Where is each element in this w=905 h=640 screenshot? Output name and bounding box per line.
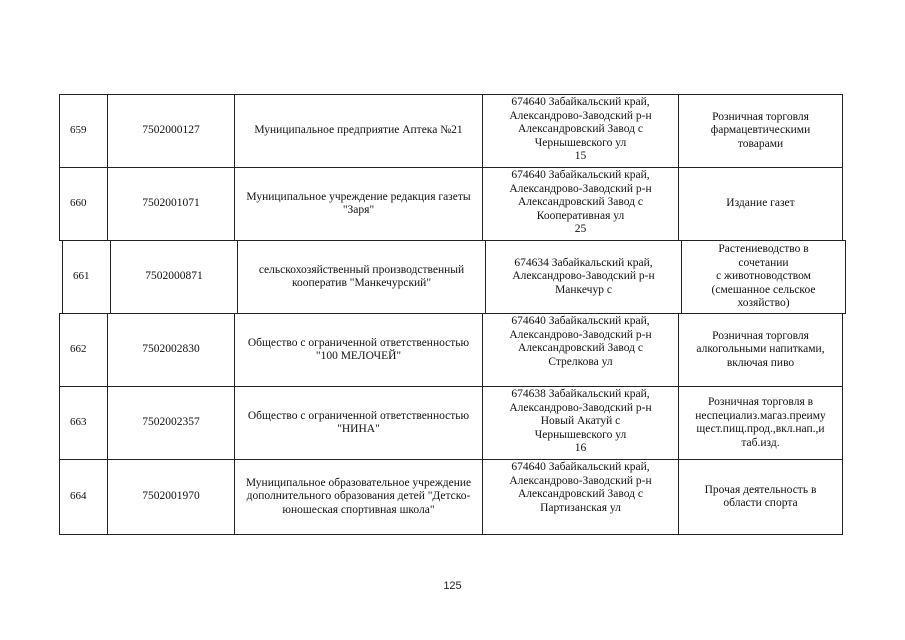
organization-name: Муниципальное учреждение редакция газеты "Заря" — [235, 168, 483, 240]
address-line: 674640 Забайкальский край, — [511, 461, 650, 473]
inn-cell: 7502002357 — [108, 387, 235, 459]
address-line: Александрово-Заводский р-н — [509, 474, 652, 487]
address-line: 674634 Забайкальский край, — [514, 256, 653, 269]
activity-line: Розничная торговля в — [707, 396, 814, 408]
organization-name: Муниципальное образовательное учреждение дополнительного образования детей "Детско-юношеская спортивная школа" — [235, 460, 483, 534]
inn-cell: 7502000871 — [111, 241, 238, 313]
activity-line: таб.изд. — [741, 436, 780, 449]
activity-line: с животноводством — [716, 270, 811, 283]
activity-line: сочетании — [738, 256, 789, 269]
table-row — [59, 459, 843, 535]
row-number: 662 — [60, 314, 108, 386]
activity-line: Прочая деятельность в — [704, 483, 817, 496]
row-number: 660 — [60, 168, 108, 240]
address-line: Манкечур с — [555, 283, 612, 296]
activity-cell — [679, 460, 842, 534]
activity-line: области спорта — [723, 497, 798, 509]
address-line: Александровский Завод с — [517, 196, 643, 208]
row-number: 659 — [60, 95, 108, 167]
address-line: Александровский Завод с — [517, 488, 643, 500]
address-line: Александрово-Заводский р-н — [509, 109, 652, 122]
address-cell — [486, 241, 682, 313]
address-cell — [483, 168, 679, 240]
activity-cell — [679, 387, 842, 459]
activity-line: включая пиво — [726, 356, 795, 369]
address-line: Чернышевского ул — [534, 136, 627, 149]
inn-cell: 7502001970 — [108, 460, 235, 534]
organization-name: сельскохозяйственный производственный кооператив "Манкечурский" — [238, 241, 486, 313]
address-line: 16 — [574, 442, 587, 454]
row-number: 661 — [63, 241, 111, 313]
address-cell — [483, 387, 679, 459]
address-line: Александровский Завод с — [517, 123, 643, 135]
activity-line: алкогольными напитками, — [696, 343, 825, 356]
address-line: Александрово-Заводский р-н — [509, 182, 652, 195]
table-row — [59, 386, 843, 460]
activity-line: (смешанное сельское — [711, 283, 816, 296]
table-row — [59, 94, 843, 168]
address-line: Стрелкова ул — [548, 355, 613, 368]
table-row — [59, 313, 843, 387]
activity-line: товарами — [737, 137, 784, 150]
table-row — [62, 240, 846, 314]
activity-line: фармацевтическими — [710, 124, 811, 137]
activity-cell — [679, 95, 842, 167]
row-number: 663 — [60, 387, 108, 459]
activity-cell — [679, 168, 842, 240]
address-line: 674640 Забайкальский край, — [511, 96, 650, 108]
address-line: Чернышевского ул — [534, 428, 627, 441]
inn-cell: 7502002830 — [108, 314, 235, 386]
activity-line: неспециализ.магаз.преиму — [695, 409, 826, 422]
address-line: 25 — [574, 223, 587, 235]
activity-cell — [682, 241, 845, 313]
address-line: 674640 Забайкальский край, — [511, 169, 650, 181]
organization-name: Общество с ограниченной ответственностью "100 МЕЛОЧЕЙ" — [235, 314, 483, 386]
address-line: Новый Акатуй с — [540, 415, 621, 427]
organization-name: Общество с ограниченной ответственностью "НИНА" — [235, 387, 483, 459]
address-line: 674640 Забайкальский край, — [511, 315, 650, 327]
inn-cell: 7502000127 — [108, 95, 235, 167]
activity-line: щест.пищ.прод.,вкл.нап.,и — [696, 423, 825, 435]
address-line: 15 — [574, 150, 587, 162]
activity-line: Розничная торговля — [712, 110, 809, 123]
inn-cell: 7502001071 — [108, 168, 235, 240]
row-number: 664 — [60, 460, 108, 534]
organization-name: Муниципальное предприятие Аптека №21 — [235, 95, 483, 167]
page-number: 125 — [443, 580, 462, 592]
activity-line: Издание газет — [726, 197, 795, 210]
address-line: Кооперативная ул — [536, 209, 625, 222]
address-line: 674638 Забайкальский край, — [511, 388, 650, 400]
table-row — [59, 167, 843, 241]
activity-cell — [679, 314, 842, 386]
activity-line: Розничная торговля — [712, 329, 809, 342]
address-cell — [483, 314, 679, 386]
activity-line: Растениеводство в — [718, 243, 809, 256]
address-line: Александрово-Заводский р-н — [509, 401, 652, 414]
address-cell — [483, 460, 679, 534]
address-line: Александрово-Заводский р-н — [512, 270, 655, 283]
address-cell — [483, 95, 679, 167]
address-line: Партизанская ул — [540, 501, 621, 514]
address-line: Александрово-Заводский р-н — [509, 328, 652, 341]
address-line: Александровский Завод с — [517, 342, 643, 354]
activity-line: хозяйство) — [737, 297, 790, 310]
